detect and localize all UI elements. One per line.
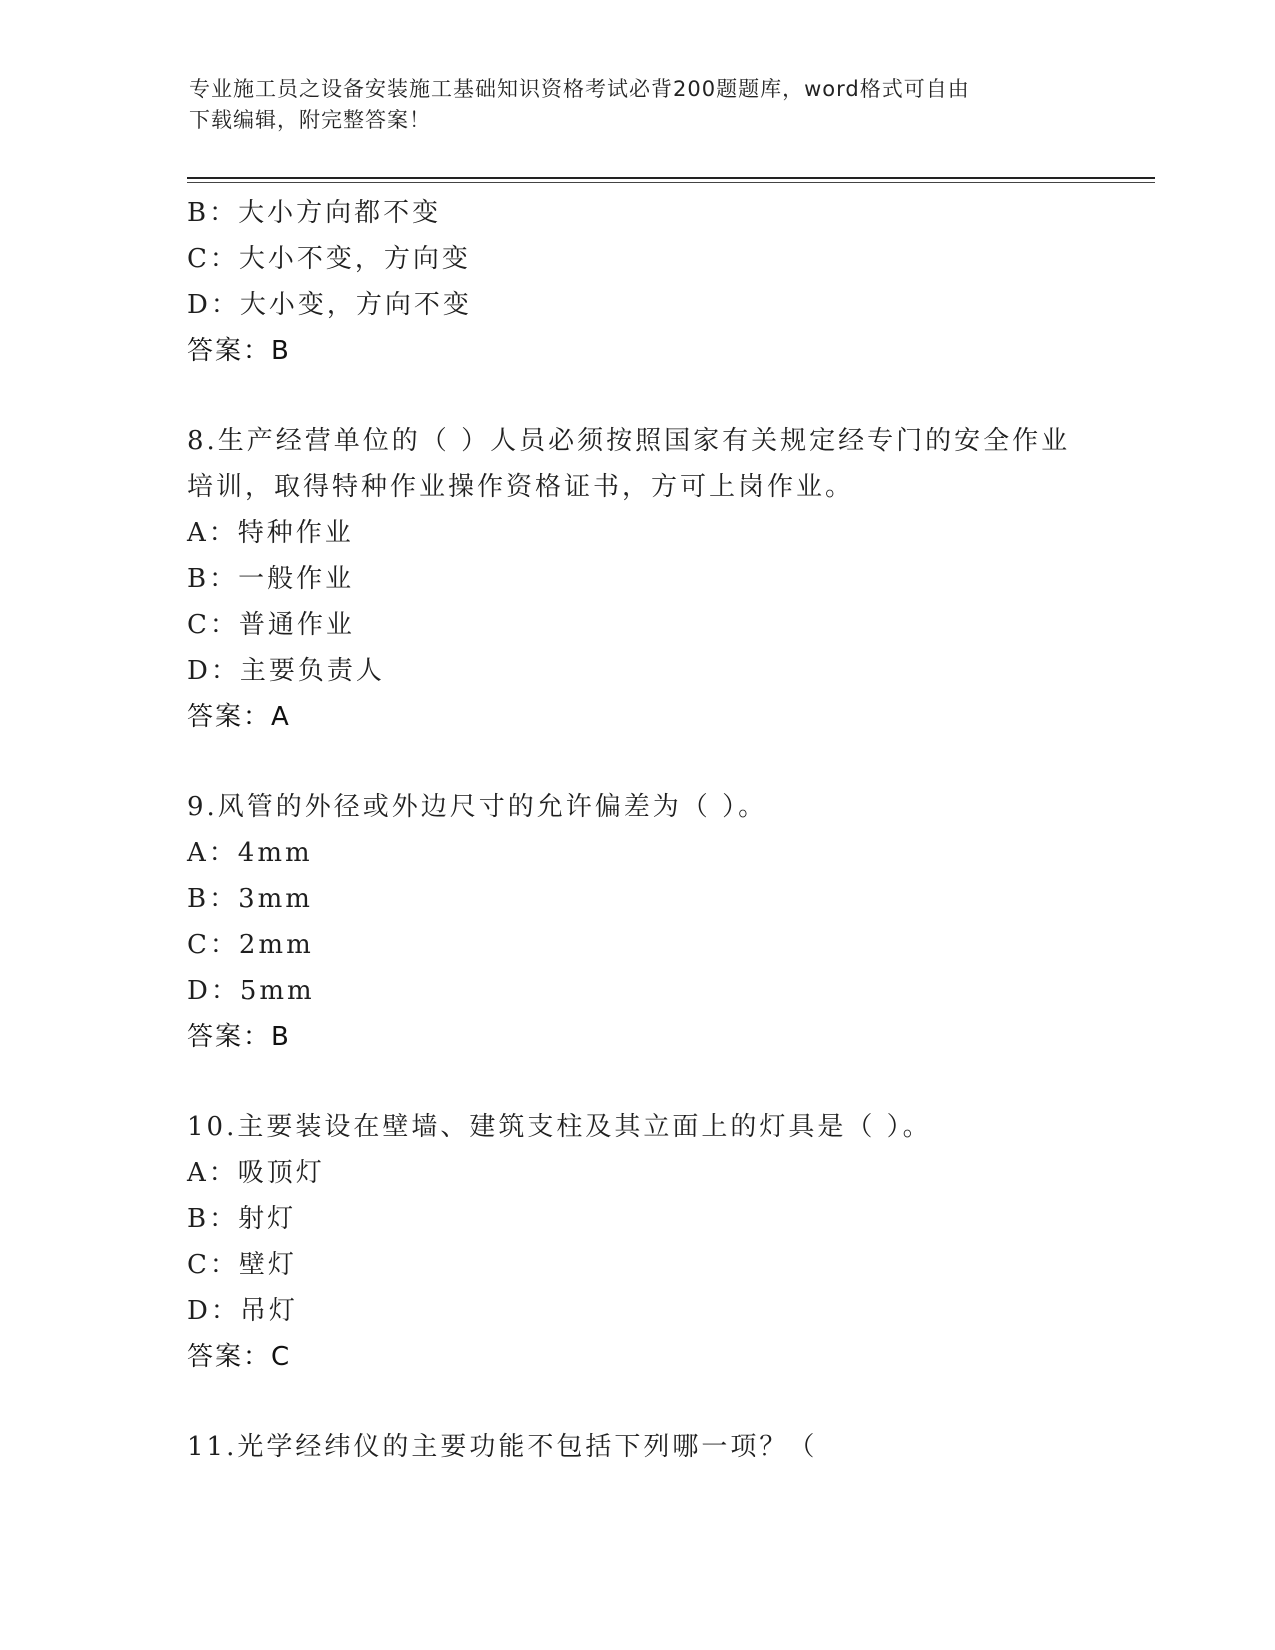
option-c: C：大小不变，方向变 <box>187 244 471 274</box>
option-b: B：射灯 <box>187 1204 297 1234</box>
option-c: C：壁灯 <box>187 1250 297 1280</box>
question-10 <box>187 1104 1147 1380</box>
answer-line: 答案：C <box>187 1342 292 1372</box>
answer-line: 答案：B <box>187 1022 291 1052</box>
header-divider-thick <box>187 177 1155 179</box>
question-stem-line: 9.风管的外径或外边尺寸的允许偏差为（ ）。 <box>187 792 768 822</box>
document-header <box>189 74 1089 136</box>
question-8 <box>187 418 1147 740</box>
option-a: A：特种作业 <box>187 518 354 548</box>
answer-line: 答案：A <box>187 702 291 732</box>
option-d: D：大小变，方向不变 <box>187 290 472 320</box>
question-7-continuation <box>187 190 1147 374</box>
header-title-line-2: 下载编辑，附完整答案！ <box>189 108 431 132</box>
option-c: C：2mm <box>187 930 314 960</box>
question-stem-line: 11.光学经纬仪的主要功能不包括下列哪一项？（ <box>187 1432 818 1462</box>
header-divider-thin <box>187 182 1155 183</box>
question-stem-line: 10.主要装设在壁墙、建筑支柱及其立面上的灯具是（ ）。 <box>187 1112 932 1142</box>
option-a: A：4mm <box>187 838 313 868</box>
option-c: C：普通作业 <box>187 610 355 640</box>
option-d: D：5mm <box>187 976 315 1006</box>
question-list <box>187 190 1147 1470</box>
option-d: D：吊灯 <box>187 1296 298 1326</box>
question-11 <box>187 1424 1147 1470</box>
question-stem-line: 培训，取得特种作业操作资格证书，方可上岗作业。 <box>187 472 855 502</box>
header-title-line-1: 专业施工员之设备安装施工基础知识资格考试必背200题题库，word格式可自由 <box>189 77 970 101</box>
option-d: D：主要负责人 <box>187 656 385 686</box>
question-9 <box>187 784 1147 1060</box>
question-stem-line: 8.生产经营单位的（ ）人员必须按照国家有关规定经专门的安全作业 <box>187 426 1071 456</box>
option-b: B：一般作业 <box>187 564 355 594</box>
option-b: B：3mm <box>187 884 313 914</box>
answer-line: 答案：B <box>187 336 291 366</box>
option-a: A：吸顶灯 <box>187 1158 325 1188</box>
option-b: B：大小方向都不变 <box>187 198 442 228</box>
